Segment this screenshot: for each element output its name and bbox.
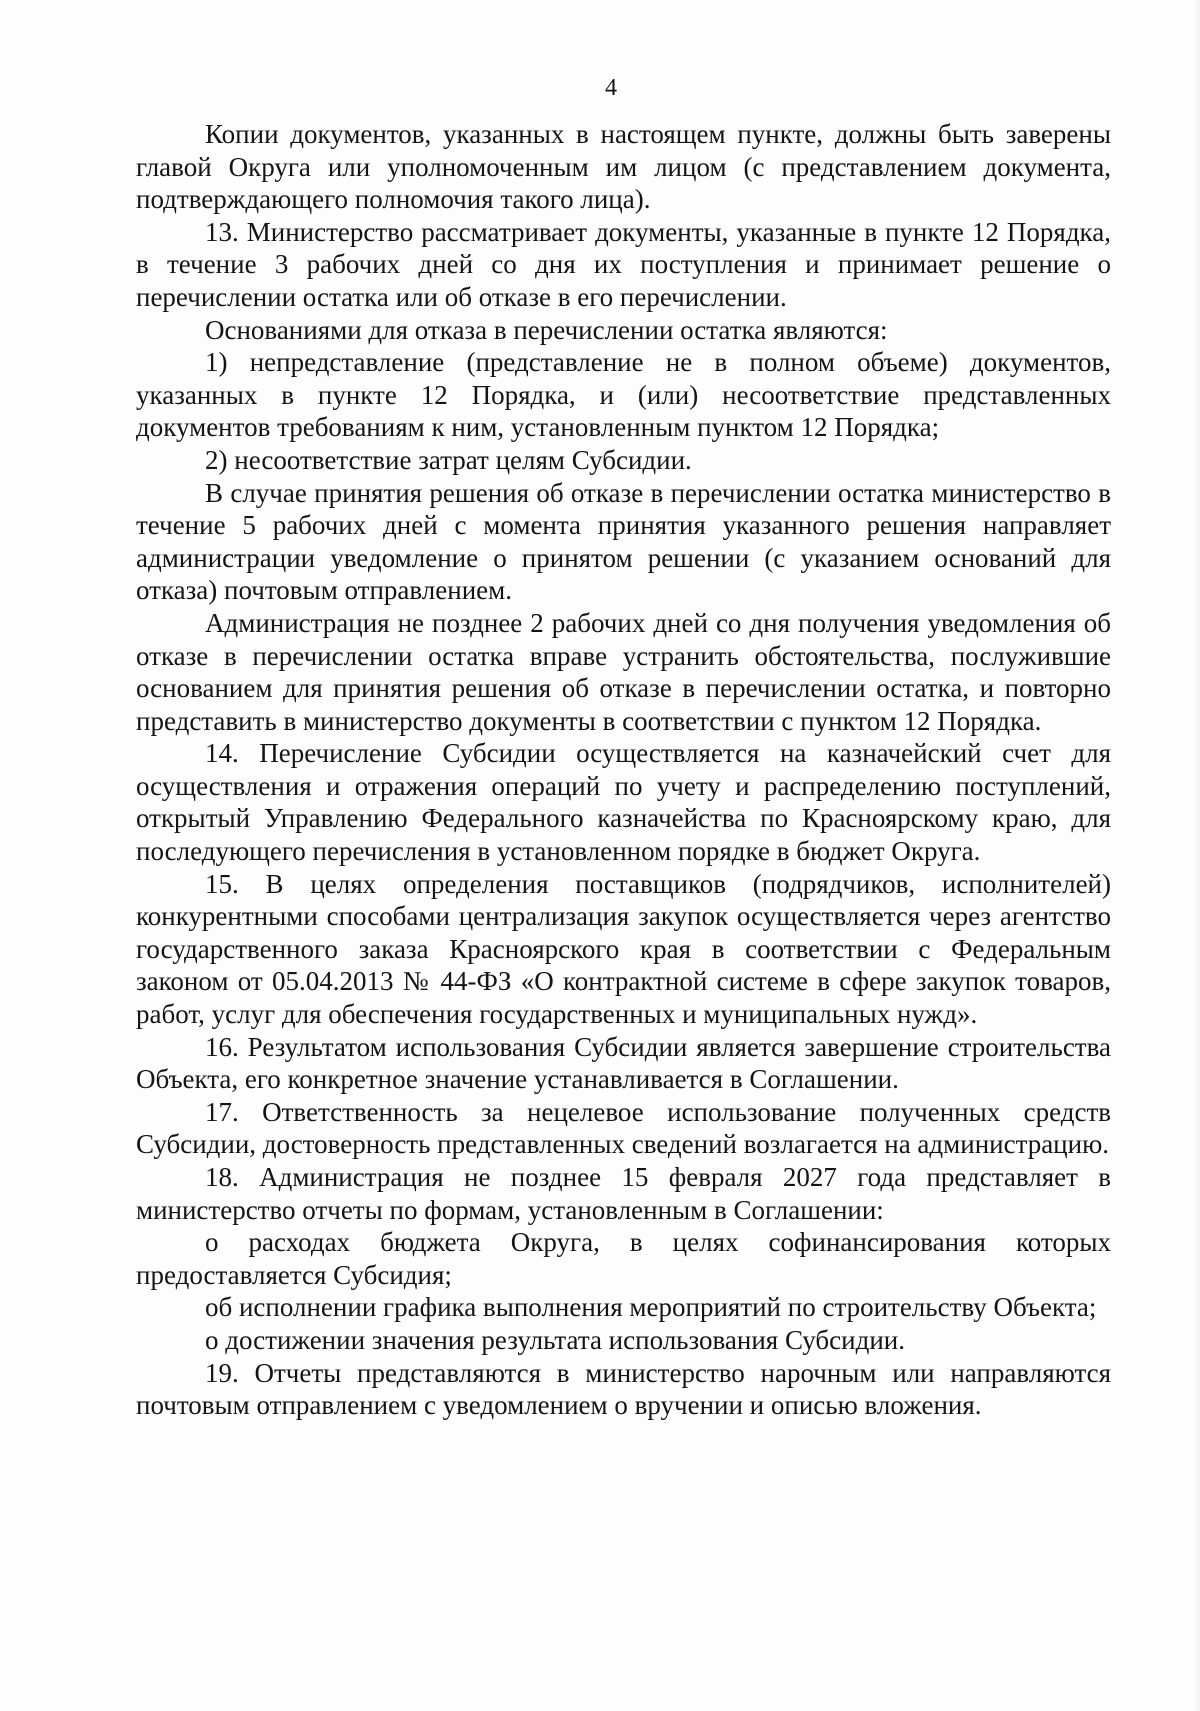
paragraph-13: 13. Министерство рассматривает документы, указанные в пункте 12 Порядка, в течение 3 рабочих дней со дня их поступления и принимает решение о перечислении остатка или об отказе в его перечислении. <box>136 216 1111 312</box>
paragraph-report-schedule: об исполнении графика выполнения мероприятий по строительству Объекта; <box>205 1292 1097 1323</box>
paragraph-report-expenses: о расходах бюджета Округа, в целях софинансирования которых предоставляется Субсидия; <box>136 1227 1111 1290</box>
page-number: 4 <box>605 75 617 101</box>
paragraph-18: 18. Администрация не позднее 15 февраля 2027 года представляет в министерство отчеты по формам, установленным в Соглашении: <box>136 1162 1111 1225</box>
paragraph-14: 14. Перечисление Субсидии осуществляется на казначейский счет для осуществления и отражения операций по учету и распределению поступлений, открытый Управлению Федерального казначейства по Красноярскому краю, для последующего перечисления в установленном порядке в бюджет Округа. <box>136 738 1111 867</box>
paragraph-17: 17. Ответственность за нецелевое использование полученных средств Субсидии, достоверность представленных сведений возлагается на администрацию. <box>136 1096 1111 1160</box>
paragraph-copies: Копии документов, указанных в настоящем пункте, должны быть заверены главой Округа или уполномоченным им лицом (с представлением документа, подтверждающего полномочия такого лица). <box>136 119 1111 215</box>
scan-edge-shadow <box>1194 0 1200 1711</box>
document-body <box>136 118 1111 1422</box>
paragraph-refusal-notice: В случае принятия решения об отказе в перечислении остатка министерство в течение 5 рабочих дней с момента принятия указанного решения направляет администрации уведомление о принятом решении (с указанием оснований для отказа) почтовым отправлением. <box>136 477 1111 606</box>
paragraph-19: 19. Отчеты представляются в министерство нарочным или направляются почтовым отправлением с уведомлением о вручении и описью вложения. <box>136 1357 1111 1421</box>
paragraph-report-result: о достижении значения результата использования Субсидии. <box>205 1324 905 1355</box>
paragraph-refusal-grounds: Основаниями для отказа в перечислении остатка являются: <box>205 314 888 345</box>
paragraph-16: 16. Результатом использования Субсидии является завершение строительства Объекта, его конкретное значение устанавливается в Соглашении. <box>136 1031 1111 1095</box>
paragraph-ground-1: 1) непредставление (представление не в полном объеме) документов, указанных в пункте 12 Порядка, и (или) несоответствие представленных документов требованиям к ним, установленным пунктом 12 Порядка; <box>136 347 1111 443</box>
paragraph-15: 15. В целях определения поставщиков (подрядчиков, исполнителей) конкурентными способами централизация закупок осуществляется через агентство государственного заказа Красноярского края в соответствии с Федеральным законом от 05.04.2013 № 44-ФЗ «О контрактной системе в сфере закупок товаров, работ, услуг для обеспечения государственных и муниципальных нужд». <box>136 868 1111 1030</box>
paragraph-administration-resubmit: Администрация не позднее 2 рабочих дней со дня получения уведомления об отказе в перечислении остатка вправе устранить обстоятельства, послужившие основанием для принятия решения об отказе в перечислении остатка, и повторно представить в министерство документы в соответствии с пунктом 12 Порядка. <box>136 607 1111 736</box>
paragraph-ground-2: 2) несоответствие затрат целям Субсидии. <box>205 444 692 475</box>
